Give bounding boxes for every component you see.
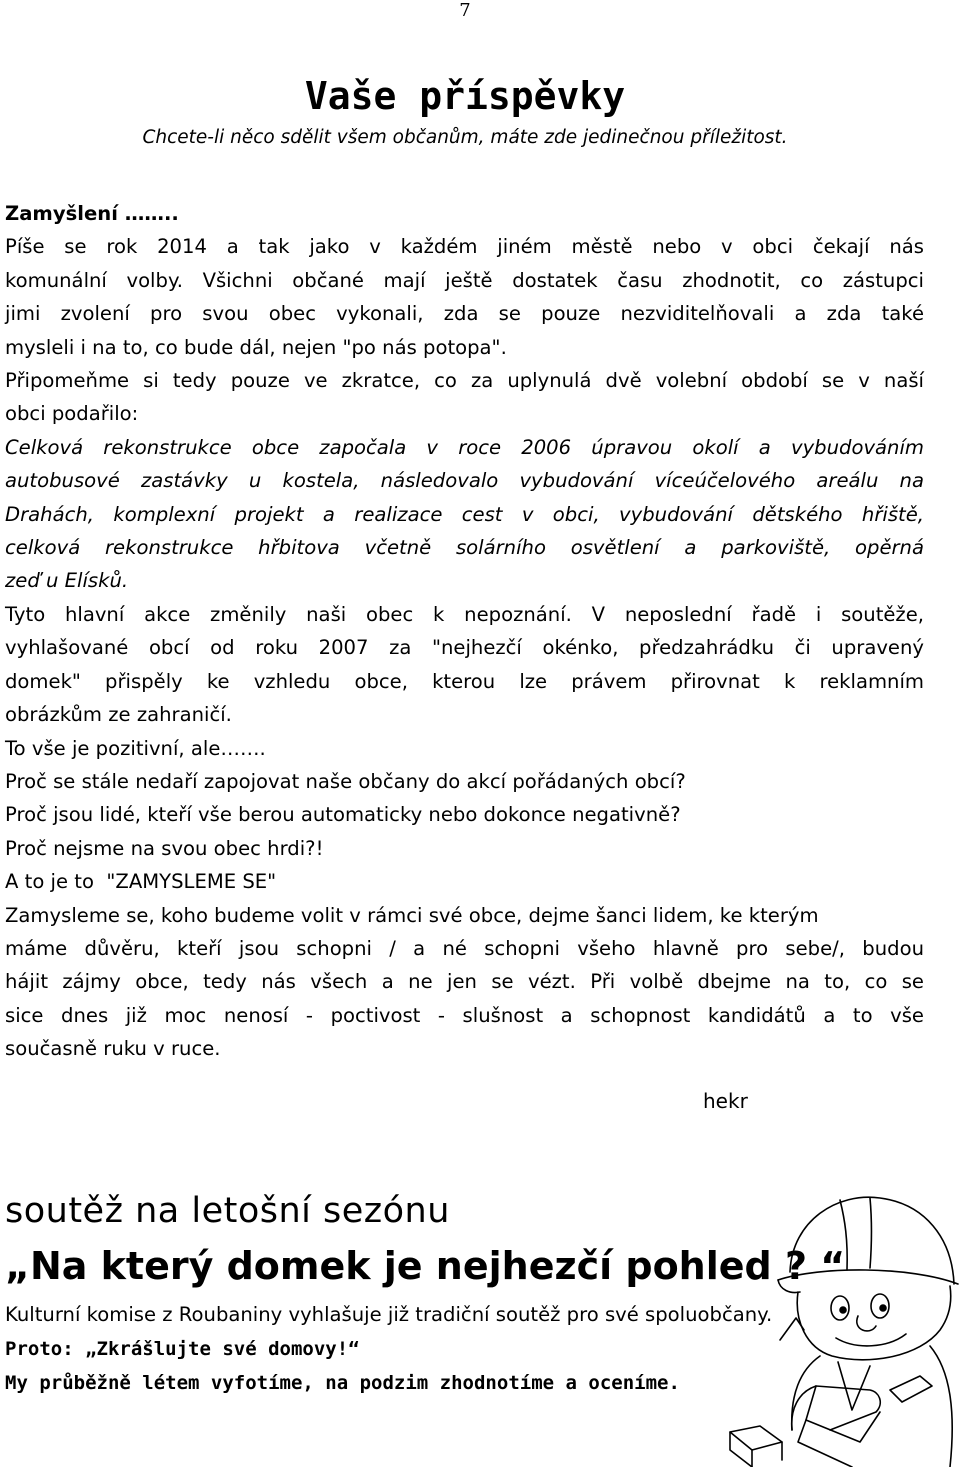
article-italic-line: zeď u Elísků. bbox=[5, 569, 129, 593]
article-body bbox=[5, 197, 924, 1066]
article-short-line: Proč jsou lidé, kteří vše berou automaticky nebo dokonce negativně? bbox=[5, 803, 681, 827]
article-line: Píše se rok 2014 a tak jako v každém jiném městě nebo v obci čekají nás bbox=[5, 235, 924, 259]
article-short-line: To vše je pozitivní, ale……. bbox=[5, 736, 266, 760]
article-line: obrázkům ze zahraničí. bbox=[5, 703, 232, 727]
page-title: Vaše příspěvky bbox=[304, 74, 626, 118]
article-signature: hekr bbox=[703, 1089, 748, 1113]
article-line: domek" přispěly ke vzhledu obce, kterou lze právem přirovnat k reklamním bbox=[5, 669, 924, 693]
page-subtitle: Chcete-li něco sdělit všem občanům, máte zde jedinečnou příležitost. bbox=[142, 127, 788, 148]
contest-text bbox=[5, 1298, 925, 1400]
article-line: Připomeňme si tedy pouze ve zkratce, co za uplynulá dvě volební období se v naší bbox=[5, 369, 924, 393]
article-heading: Zamyšlení …….. bbox=[5, 202, 179, 225]
article-short-line: Proč se stále nedaří zapojovat naše občany do akcí pořádaných obcí? bbox=[5, 769, 686, 793]
article-line: sice dnes již moc nenosí - poctivost - slušnost a schopnost kandidátů a to vše bbox=[5, 1003, 924, 1027]
article-line: máme důvěru, kteří jsou schopni / a né schopni všeho hlavně pro sebe/, budou bbox=[5, 936, 924, 960]
page-number: 7 bbox=[459, 0, 471, 21]
contest-slogan: Proto: „Zkrášlujte své domovy!“ bbox=[5, 1338, 360, 1360]
article-line: vyhlašované obcí od roku 2007 za "nejhezčí okénko, předzahrádku či upravený bbox=[5, 636, 924, 660]
article-italic-line: Drahách, komplexní projekt a realizace cest v obci, vybudování dětského hřiště, bbox=[5, 502, 924, 526]
article-line: mysleli i na to, co bude dál, nejen "po nás potopa". bbox=[5, 335, 507, 359]
article-line: současně ruku v ruce. bbox=[5, 1037, 221, 1061]
contest-question: „Na který domek je nejhezčí pohled ? “ bbox=[5, 1244, 846, 1288]
contest-title: soutěž na letošní sezónu bbox=[5, 1191, 450, 1231]
article-line: Tyto hlavní akce změnily naši obec k nepoznání. V neposlední řadě i soutěže, bbox=[5, 602, 924, 626]
contest-info: My průběžně létem vyfotíme, na podzim zhodnotíme a oceníme. bbox=[5, 1372, 680, 1394]
article-line: komunální volby. Všichni občané mají ještě dostatek času zhodnotit, co zástupci bbox=[5, 268, 924, 292]
article-italic-line: celková rekonstrukce hřbitova včetně solárního osvětlení a parkoviště, opěrná bbox=[5, 536, 924, 560]
article-line: obci podařilo: bbox=[5, 402, 139, 426]
article-short-line: Proč nejsme na svou obec hrdi?! bbox=[5, 836, 324, 860]
article-line: hájit zájmy obce, tedy nás všech a ne jen se vézt. Při volbě dbejme na to, co se bbox=[5, 970, 924, 994]
contest-announcement: Kulturní komise z Roubaniny vyhlašuje již tradiční soutěž pro své spoluobčany. bbox=[5, 1303, 773, 1326]
article-line: Zamysleme se, koho budeme volit v rámci své obce, dejme šanci lidem, ke kterým bbox=[5, 903, 819, 927]
article-short-line: A to je to "ZAMYSLEME SE" bbox=[5, 870, 277, 894]
article-line: jimi zvolení pro svou obec vykonali, zda se pouze nezviditelňovali a zda také bbox=[5, 302, 924, 326]
article-italic-line: autobusové zastávky u kostela, následovalo vybudování víceúčelového areálu na bbox=[5, 469, 924, 493]
article-italic-line: Celková rekonstrukce obce započala v roce 2006 úpravou okolí a vybudováním bbox=[5, 435, 924, 459]
